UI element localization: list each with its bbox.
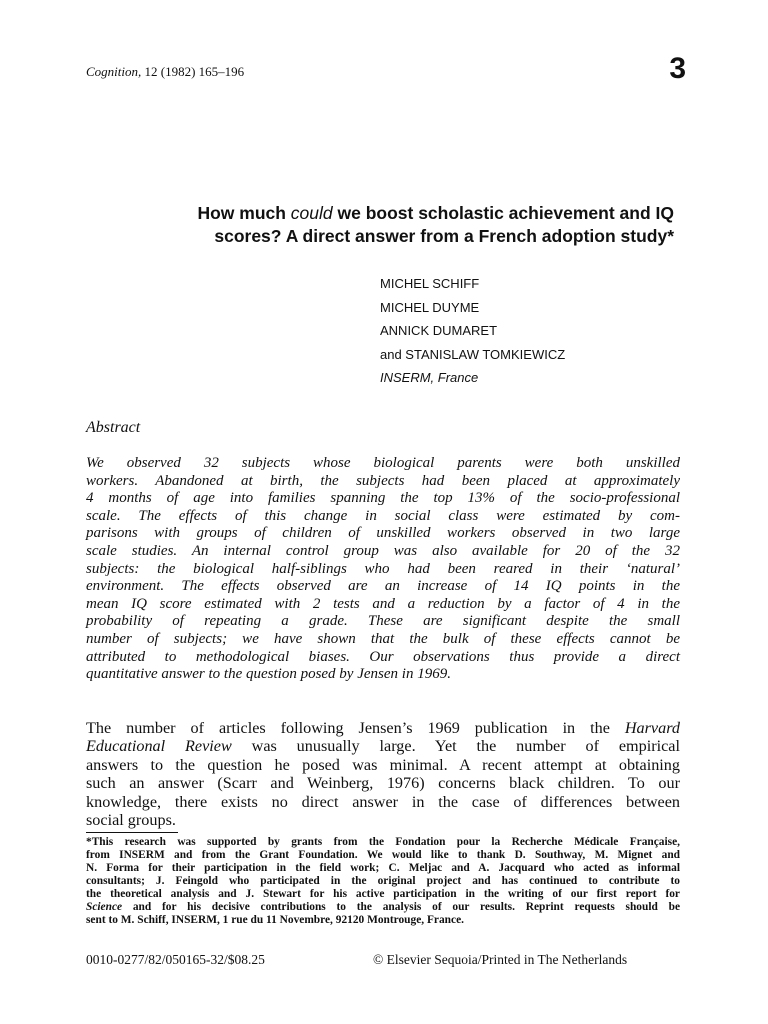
page-number: 3 xyxy=(669,52,686,85)
footnote-line: sent to M. Schiff, INSERM, 1 rue du 11 Novembre, 92120 Montrouge, France. xyxy=(86,914,464,926)
footnote-line: from INSERM and from the Grant Foundation. We would like to thank D. Southway, M. Mignet and xyxy=(86,849,680,861)
abstract-text xyxy=(86,455,680,684)
title-line-2: scores? A direct answer from a French adoption study* xyxy=(214,226,674,246)
abstract-line: environment. The effects observed are an increase of 14 IQ points in the xyxy=(86,578,680,595)
body-line: Educational Review was unusually large. Yet the number of empirical xyxy=(86,737,680,756)
abstract-line: We observed 32 subjects whose biological parents were both unskilled xyxy=(86,455,680,471)
journal-title-italic: Educational Review xyxy=(86,737,232,756)
title-line-1: How much could we boost scholastic achievement and IQ xyxy=(197,203,674,223)
abstract-line: subjects: the biological half-siblings who had been reared in their ‘natural’ xyxy=(86,560,680,577)
author-name: MICHEL SCHIFF xyxy=(380,276,480,291)
author-name: MICHEL DUYME xyxy=(380,299,480,315)
footnote-line: consultants; J. Feingold who participated in the original project and has continued to contribute to xyxy=(86,875,680,887)
body-line: knowledge, there exists no direct answer in the case of differences between xyxy=(86,792,680,811)
publisher-line: © Elsevier Sequoia/Printed in The Netherlands xyxy=(373,952,628,967)
issn-price-code: 0010-0277/82/050165-32/$08.25 xyxy=(86,952,265,967)
body-line: answers to the question he posed was minimal. A recent attempt at obtaining xyxy=(86,755,680,774)
body-line: social groups. xyxy=(86,811,176,830)
footnote xyxy=(86,836,680,927)
journal-title-italic: Harvard xyxy=(624,719,680,737)
author-block xyxy=(380,272,565,390)
abstract-line: probability of repeating a grade. These are significant despite the small xyxy=(86,613,680,630)
abstract-line: workers. Abandoned at birth, the subjects had been placed at approximately xyxy=(86,472,680,489)
body-paragraph xyxy=(86,719,680,829)
abstract-line: number of subjects; we have shown that the bulk of these effects cannot be xyxy=(86,630,680,647)
author-name: ANNICK DUMARET xyxy=(380,323,498,338)
footnote-line: N. Forma for their participation in the field work; C. Meljac and A. Jacquard who acted as informal xyxy=(86,862,680,874)
author-name: and STANISLAW TOMKIEWICZ xyxy=(380,346,566,362)
abstract-line: quantitative answer to the question posed by Jensen in 1969. xyxy=(86,666,451,683)
abstract-line: attributed to methodological biases. Our observations thus provide a direct xyxy=(86,648,680,665)
abstract-line: mean IQ score estimated with 2 tests and a reduction by a factor of 4 in the xyxy=(86,595,680,612)
footnote-line: the theoretical analysis and J. Stewart for his active participation in the writing of our first report for xyxy=(86,888,680,900)
abstract-line: 4 months of age into families spanning the top 13% of the socio-professional xyxy=(86,490,680,507)
title-emphasis: could xyxy=(290,203,333,223)
author-affiliation: INSERM, France xyxy=(380,370,479,385)
footnote-divider xyxy=(86,832,178,833)
journal-volume-pages: 12 (1982) 165–196 xyxy=(141,64,245,79)
footnote-line: *This research was supported by grants from the Fondation pour la Recherche Médicale Française, xyxy=(86,836,680,848)
abstract-line: scale. The effects of this change in social class were estimated by com- xyxy=(86,507,680,524)
article-title xyxy=(100,202,674,248)
journal-title-italic: Science xyxy=(86,901,123,913)
journal-name: Cognition, xyxy=(86,64,142,79)
journal-citation xyxy=(86,64,244,80)
body-line: such an answer (Scarr and Weinberg, 1976) concerns black children. To our xyxy=(86,774,680,793)
abstract-line: scale studies. An internal control group was also available for 20 of the 32 xyxy=(86,542,680,559)
footnote-line: Science and for his decisive contributions to the analysis of our results. Reprint requests should be xyxy=(86,901,680,913)
abstract-heading: Abstract xyxy=(86,419,141,436)
abstract-line: parisons with groups of children of unskilled workers observed in two large xyxy=(86,525,680,542)
body-line: The number of articles following Jensen’s 1969 publication in the Harvard xyxy=(86,719,680,737)
